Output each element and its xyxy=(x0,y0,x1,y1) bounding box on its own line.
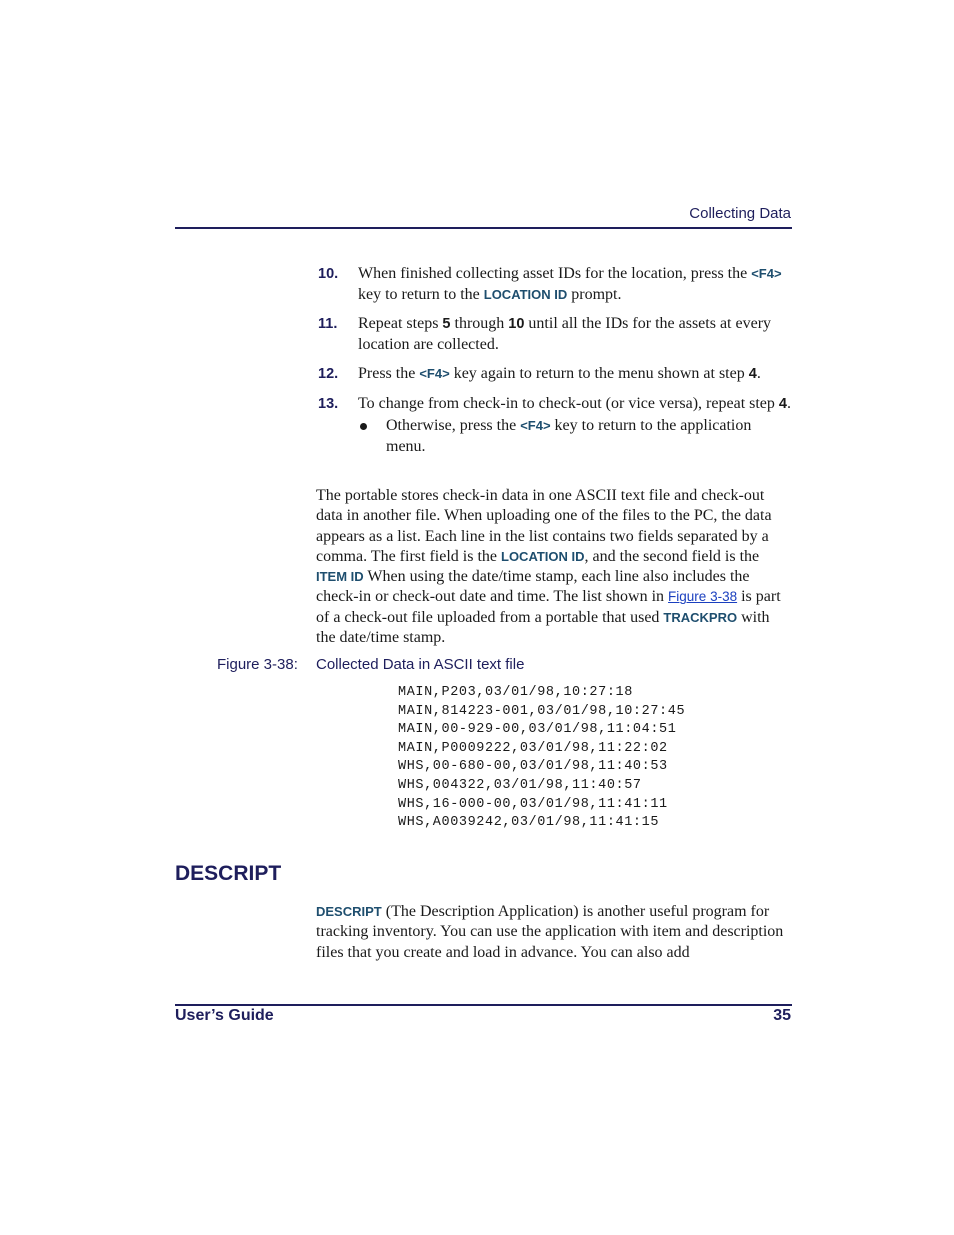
figure-title: Collected Data in ASCII text file xyxy=(316,656,525,673)
step-ref: 5 xyxy=(442,316,451,332)
key-f4: <F4> xyxy=(419,366,450,381)
key-location-id: LOCATION ID xyxy=(483,286,568,302)
step-text: prompt. xyxy=(567,285,622,303)
step-text: When finished collecting asset IDs for the location, press the xyxy=(358,265,752,282)
code-line: WHS,00-680-00,03/01/98,11:40:53 xyxy=(398,759,668,775)
step-ref: 4 xyxy=(748,366,757,382)
header-rule xyxy=(175,227,792,229)
step-ref: 4 xyxy=(778,395,787,412)
step-text: through xyxy=(450,315,509,332)
key-f4: <F4> xyxy=(751,266,782,281)
bullet-dot-icon xyxy=(360,423,367,430)
running-header: Collecting Data xyxy=(689,205,791,222)
para-text: with the date/time stamp. xyxy=(316,608,770,647)
step-11 xyxy=(318,314,792,355)
step-number: 11. xyxy=(318,316,338,332)
step-text: key to return to the xyxy=(358,285,484,303)
bullet-text: key to return to the application menu. xyxy=(386,417,752,455)
step-number: 12. xyxy=(318,366,339,382)
code-line: WHS,16-000-00,03/01/98,11:41:11 xyxy=(398,796,668,812)
step-list xyxy=(318,264,792,466)
step-text: until all the IDs for the assets at every location are collected. xyxy=(358,315,772,353)
bullet-text: Otherwise, press the xyxy=(386,417,521,434)
para-text: is part of a check-out file uploaded from a portable that used xyxy=(316,588,781,626)
body-paragraph xyxy=(316,902,792,963)
figure-link[interactable]: Figure 3-38 xyxy=(668,589,738,605)
step-number: 13. xyxy=(318,395,339,412)
step-ref: 10 xyxy=(508,316,525,332)
step-text: Repeat steps xyxy=(358,315,443,332)
para-text: (The Description Application) is another useful program for tracking inventory. You can use the application with item and description files that you create and load in advance. You can also add xyxy=(316,903,784,961)
key-item-id: ITEM ID xyxy=(316,569,364,585)
footer-title: User’s Guide xyxy=(175,1007,274,1024)
page-number: 35 xyxy=(773,1007,791,1024)
code-listing xyxy=(398,684,685,833)
key-f4: <F4> xyxy=(520,418,551,433)
step-text: key again to return to the menu shown at step xyxy=(449,365,749,382)
figure-label: Figure 3-38: xyxy=(217,656,298,673)
bullet-item xyxy=(358,416,792,457)
code-line: WHS,004322,03/01/98,11:40:57 xyxy=(398,777,642,793)
step-number: 10. xyxy=(318,266,339,282)
code-line: MAIN,00-929-00,03/01/98,11:04:51 xyxy=(398,722,677,738)
code-line: WHS,A0039242,03/01/98,11:41:15 xyxy=(398,815,660,831)
figure-caption xyxy=(217,656,524,673)
code-line: MAIN,814223-001,03/01/98,10:27:45 xyxy=(398,703,686,719)
footer-rule xyxy=(175,1004,792,1006)
key-descript: DESCRIPT xyxy=(316,904,382,919)
step-text: Press the xyxy=(358,365,420,382)
section-heading: DESCRIPT xyxy=(175,862,282,885)
step-10 xyxy=(318,264,792,305)
step-13 xyxy=(318,394,792,458)
step-text: . xyxy=(756,365,761,382)
code-line: MAIN,P0009222,03/01/98,11:22:02 xyxy=(398,740,668,756)
body-paragraph xyxy=(316,486,792,648)
step-12 xyxy=(318,364,792,385)
key-trackpro: TRACKPRO xyxy=(663,609,738,625)
key-location-id: LOCATION ID xyxy=(501,548,585,564)
step-text: To change from check-in to check-out (or vice versa), repeat step xyxy=(358,394,779,412)
code-line: MAIN,P203,03/01/98,10:27:18 xyxy=(398,685,633,700)
para-text: When using the date/time stamp, each line also includes the check-in or check-out date and time. The list shown in xyxy=(316,568,750,606)
para-text: The portable stores check-in data in one ASCII text file and check-out data in another file. When uploading one of the files to the PC, the data appears as a list. Each line in the list contains two fields separated by a comma. The first field is the xyxy=(316,487,772,565)
para-text: , and the second field is the xyxy=(584,547,760,565)
step-text: . xyxy=(786,394,791,412)
